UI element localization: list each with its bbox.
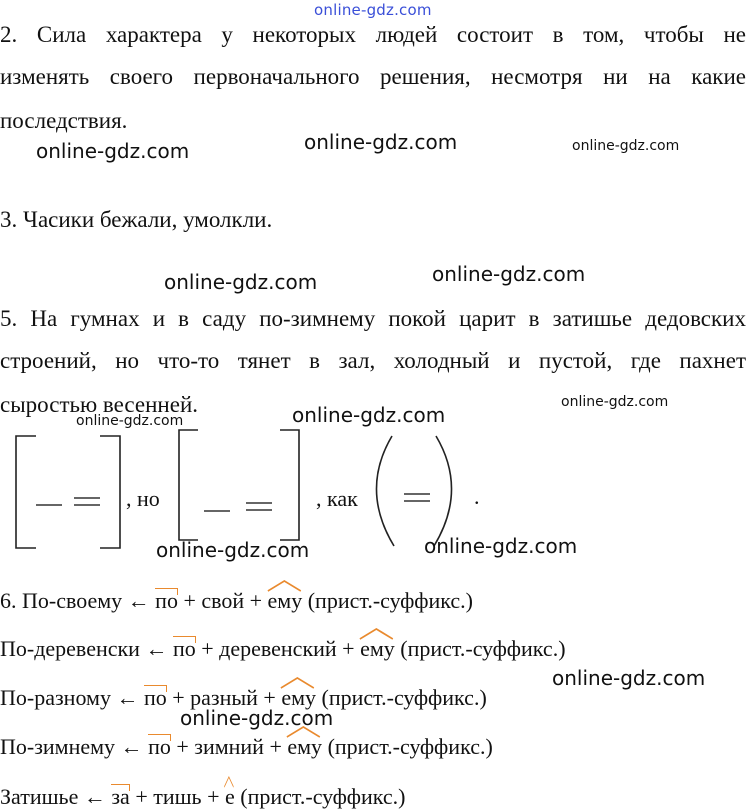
prefix-morpheme: за [111, 784, 130, 809]
suffix-mark [267, 580, 302, 592]
prefix-mark [173, 636, 196, 643]
row-tail: (прист.-суффикс.) [316, 685, 487, 710]
row-tail: (прист.-суффикс.) [322, 734, 493, 759]
scheme-bracket-2 [179, 430, 299, 540]
suffix-morpheme: ему [287, 732, 322, 762]
watermark-top: online-gdz.com [314, 1, 432, 19]
morpheme-row [0, 586, 473, 616]
prefix-morpheme: по [172, 636, 196, 661]
suffix-mark [280, 677, 315, 689]
item-2-line-3: последствия. [0, 108, 128, 133]
prefix-morpheme: по [155, 588, 178, 613]
suffix-morpheme: е [225, 782, 235, 812]
scheme-end-dot: . [474, 484, 480, 509]
item-5-line-2: строений, но что-то тянет в зал, холодный и пустой, где пахнет [0, 348, 746, 373]
row-middle: + тишь + [129, 784, 225, 809]
row-tail: (прист.-суффикс.) [234, 784, 406, 809]
item-5-line-1: 5. На гумнах и в саду по-зимнему покой царит в затишье дедовских [0, 306, 746, 331]
row-tail: (прист.-суффикс.) [394, 636, 566, 661]
watermark: online-gdz.com [424, 534, 578, 558]
row-middle: + свой + [177, 588, 268, 613]
row-word: По-деревенски ← [0, 636, 173, 661]
suffix-mark [359, 628, 394, 640]
watermark: online-gdz.com [164, 270, 318, 294]
scheme-bracket-1 [16, 436, 120, 548]
item-2-line-1: 2. Сила характера у некоторых людей состоит в том, чтобы не [0, 22, 746, 47]
suffix-morpheme: ему [281, 683, 316, 713]
suffix-mark [224, 776, 234, 788]
watermark: online-gdz.com [180, 706, 334, 730]
prefix-mark [148, 734, 171, 741]
watermark: online-gdz.com [156, 538, 310, 562]
suffix-mark [286, 726, 321, 738]
row-word: 6. По-своему ← [0, 588, 156, 613]
scheme-conjunction-no: , но [126, 486, 160, 511]
predicate-mark [404, 494, 430, 501]
prefix-mark [144, 685, 167, 692]
row-middle: + зимний + [170, 734, 288, 759]
prefix-morpheme: по [143, 685, 167, 710]
row-word: Затишье ← [0, 784, 112, 809]
item-3-line: 3. Часики бежали, умолкли. [0, 207, 273, 232]
scheme-parentheses [376, 436, 451, 546]
morpheme-row [0, 634, 566, 664]
row-middle: + деревенский + [195, 636, 361, 661]
prefix-mark [155, 588, 178, 595]
subject-predicate-marks [204, 503, 272, 511]
morpheme-row [0, 782, 406, 812]
scheme-conjunction-kak: , как [316, 486, 358, 511]
watermark: online-gdz.com [292, 403, 446, 427]
prefix-mark [111, 784, 129, 791]
watermark: online-gdz.com [572, 138, 680, 154]
item-5-line-3: сыростью весенней. [0, 392, 199, 417]
subject-predicate-marks [36, 498, 100, 505]
watermark: online-gdz.com [36, 139, 190, 163]
suffix-morpheme: ему [268, 586, 303, 616]
prefix-morpheme: по [148, 734, 171, 759]
watermark: online-gdz.com [432, 262, 586, 286]
row-tail: (прист.-суффикс.) [302, 588, 473, 613]
row-word: По-разному ← [0, 685, 144, 710]
row-word: По-зимнему ← [0, 734, 149, 759]
watermark: online-gdz.com [552, 666, 706, 690]
row-middle: + разный + [166, 685, 282, 710]
suffix-morpheme: ему [360, 634, 395, 664]
watermark: online-gdz.com [76, 413, 184, 429]
morpheme-row [0, 732, 493, 762]
watermark: online-gdz.com [304, 130, 458, 154]
item-2-line-2: изменять своего первоначального решения, несмотря ни на какие [0, 64, 746, 89]
watermark: online-gdz.com [561, 394, 669, 410]
